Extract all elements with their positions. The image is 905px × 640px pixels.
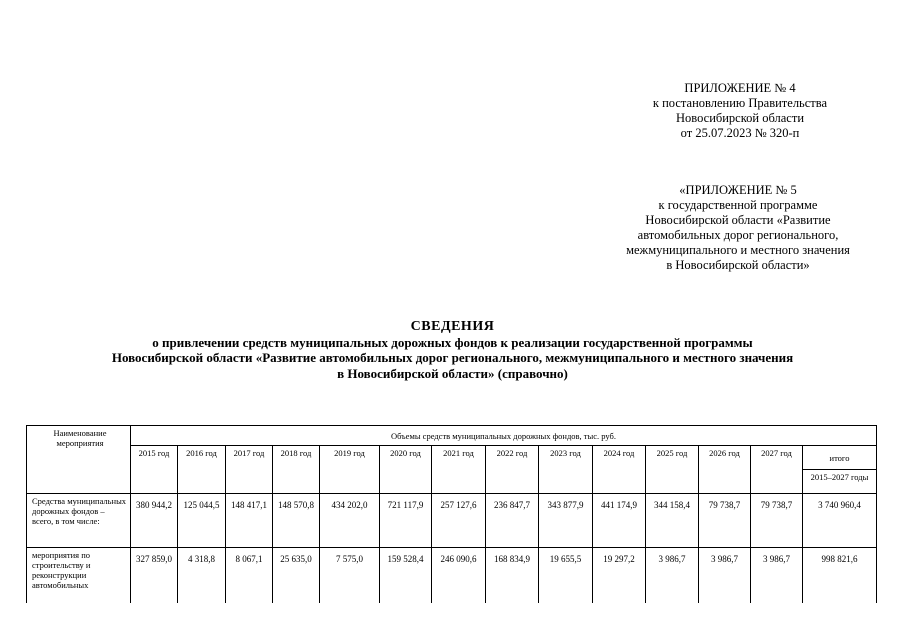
row-value: 721 117,9 [380,494,432,548]
appendix-4-line: от 25.07.2023 № 320-п [680,126,800,140]
appendix-5-line: к государственной программе [658,198,818,212]
document-title [20,319,885,381]
appendix-4-line: Новосибирской области [675,111,805,125]
year-header: 2017 год [226,446,273,494]
appendix-5-line: межмуниципального и местного значения [626,243,850,257]
appendix-5-header [588,183,888,273]
total-header: итого [803,446,877,470]
row-value: 148 570,8 [273,494,320,548]
row-value: 380 944,2 [131,494,178,548]
row-value: 148 417,1 [226,494,273,548]
year-header: 2024 год [593,446,646,494]
row-value: 19 297,2 [593,548,646,608]
row-name: мероприятия по строительству и реконструкции автомобильных [27,548,131,608]
row-value: 327 859,0 [131,548,178,608]
row-value: 79 738,7 [699,494,751,548]
row-total: 3 740 960,4 [803,494,877,548]
appendix-4-line: ПРИЛОЖЕНИЕ № 4 [684,81,796,95]
year-header: 2016 год [178,446,226,494]
appendix-5-line: «ПРИЛОЖЕНИЕ № 5 [679,183,797,197]
row-value: 4 318,8 [178,548,226,608]
appendix-4-header [625,81,855,141]
row-value: 19 655,5 [539,548,593,608]
row-value: 257 127,6 [432,494,486,548]
volume-header: Объемы средств муниципальных дорожных фондов, тыс. руб. [131,426,877,446]
row-value: 168 834,9 [486,548,539,608]
year-header: 2023 год [539,446,593,494]
row-value: 7 575,0 [320,548,380,608]
row-value: 434 202,0 [320,494,380,548]
row-name: Средства муниципальных дорожных фондов – всего, в том числе: [27,494,131,548]
appendix-5-line: в Новосибирской области» [666,258,810,272]
row-value: 3 986,7 [751,548,803,608]
row-value: 159 528,4 [380,548,432,608]
row-value: 125 044,5 [178,494,226,548]
year-header: 2022 год [486,446,539,494]
year-header: 2020 год [380,446,432,494]
row-value: 79 738,7 [751,494,803,548]
row-total: 998 821,6 [803,548,877,608]
row-value: 3 986,7 [646,548,699,608]
title-line: Новосибирской области «Развитие автомобильных дорог регионального, межмуниципального и местного значения [111,350,794,365]
year-header: 2015 год [131,446,178,494]
year-header: 2027 год [751,446,803,494]
total-period-header: 2015–2027 годы [803,470,877,494]
row-value: 246 090,6 [432,548,486,608]
title-heading: СВЕДЕНИЯ [410,319,495,334]
year-header: 2026 год [699,446,751,494]
page-bottom-clip [0,603,905,640]
year-header: 2018 год [273,446,320,494]
year-header: 2025 год [646,446,699,494]
title-line: о привлечении средств муниципальных дорожных фондов к реализации государственной программы [152,334,753,350]
row-value: 344 158,4 [646,494,699,548]
funds-table [26,425,877,608]
row-value: 25 635,0 [273,548,320,608]
year-header: 2019 год [320,446,380,494]
appendix-4-line: к постановлению Правительства [652,96,828,110]
row-value: 236 847,7 [486,494,539,548]
row-value: 3 986,7 [699,548,751,608]
appendix-5-line: автомобильных дорог регионального, [637,228,839,242]
row-value: 8 067,1 [226,548,273,608]
row-value: 343 877,9 [539,494,593,548]
row-value: 441 174,9 [593,494,646,548]
year-header: 2021 год [432,446,486,494]
appendix-5-line: Новосибирской области «Развитие [645,213,831,227]
title-line: в Новосибирской области» (справочно) [337,365,568,381]
name-column-header: Наименование мероприятия [27,426,131,494]
